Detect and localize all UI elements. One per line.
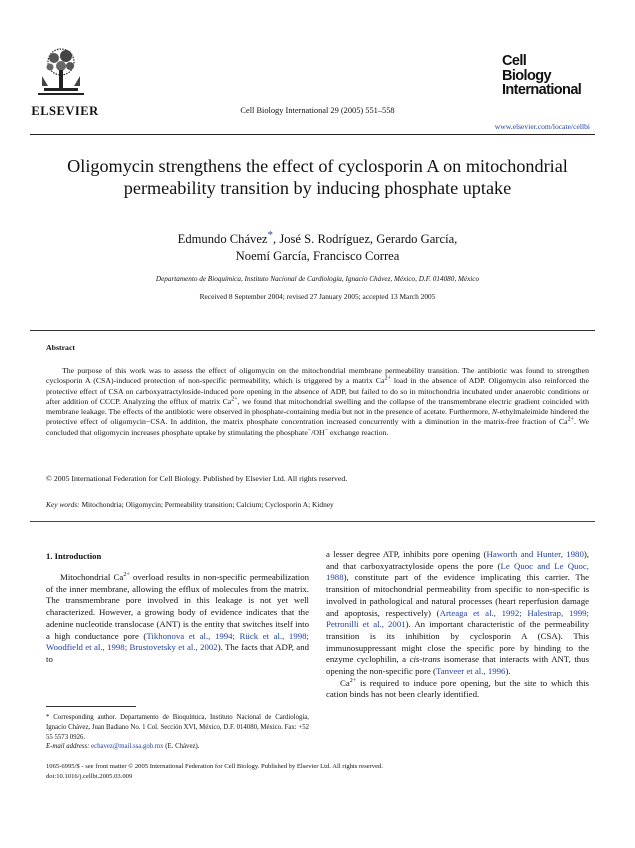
header-divider xyxy=(30,134,595,135)
citation-link[interactable]: Tikhonova et al., 1994; Rück et al., 1998; Woodfield et al., 1998; Brustovetsky et al., 2002 xyxy=(46,630,309,653)
elsevier-tree-logo xyxy=(36,46,86,98)
intro-paragraph-2: $Ca^{2+}$ is required to induce pore opening, but the site to which this cation binds has not been clearly identified. xyxy=(326,677,589,700)
keywords-divider xyxy=(30,521,595,522)
author-list-line-2: Noemí García, Francisco Correa xyxy=(235,249,400,263)
abstract-text: The purpose of this work was to assess the effect of oligomycin on the mitochondrial membrane permeability transition. The antibiotic was found to strengthen cyclosporin A (CSA)-induced protection of non-specific permeability, which is triggered by a matrix $Ca^{2+}$ load in the absence of ADP. Oligomycin also reinforced the protective effect of CSA on carboxyatractyloside-induced pore opening in the absence of ADP, but failed to do so in mitochondria incubated under anaerobic conditions or after addition of CCCP. Analyzing the efflux of matrix $Ca^{2+}$, we found that mitochondrial swelling and the collapse of the transmembrane electric gradient coincided with membrane leakage. The effects of the antibiotic were observed in phosphate-containing media but not in the presence of acetate. Furthermore, N-ethylmaleimide hindered the protective effect of oligomycin−CSA. In addition, the matrix phosphate concentration increased concurrently with a diminution in the matrix-free fraction of $Ca^{2+}$. We concluded that oligomycin increases phosphate uptake by stimulating the phosphate−/OH− exchange reaction. xyxy=(46,366,590,437)
corresponding-asterisk[interactable]: * xyxy=(267,228,274,241)
journal-logo-line-1: Cell xyxy=(502,53,527,69)
author-corresponding[interactable]: Edmundo Chávez xyxy=(177,232,268,246)
keywords xyxy=(46,500,589,509)
front-matter-footer xyxy=(46,762,606,782)
journal-logo xyxy=(502,54,586,98)
abstract-copyright: © 2005 International Federation for Cell Biology. Published by Elsevier Ltd. All rights reserved. xyxy=(46,474,348,483)
author-list-rest: , José S. Rodríguez, Gerardo García, xyxy=(273,232,458,246)
body-column-right xyxy=(326,549,589,701)
issn-line: 1065-6995/$ - see front matter © 2005 International Federation for Cell Biology. Published by Elsevier Ltd. All rights reserved. xyxy=(46,763,383,770)
abstract-divider xyxy=(30,330,595,331)
journal-logo-line-3: International xyxy=(502,82,582,98)
journal-url-link[interactable]: www.elsevier.com/locate/cellbi xyxy=(494,122,590,131)
citation-link[interactable]: Le Quoc and Le Quoc, 1988 xyxy=(326,560,589,583)
citation-link[interactable]: Haworth and Hunter, 1980 xyxy=(486,549,584,559)
journal-reference: Cell Biology International 29 (2005) 551–558 xyxy=(240,106,395,115)
keywords-list: Mitochondria; Oligomycin; Permeability transition; Calcium; Cyclosporin A; Kidney xyxy=(79,500,334,509)
section-heading-introduction: 1. Introduction xyxy=(46,551,102,561)
footnote-divider xyxy=(46,706,136,707)
citation-link[interactable]: Tanveer et al., 1996 xyxy=(435,666,506,677)
body-column-left xyxy=(46,572,309,666)
received-dates: Received 8 September 2004; revised 27 January 2005; accepted 13 March 2005 xyxy=(199,292,436,301)
abstract-heading: Abstract xyxy=(46,343,76,352)
article-title: Oligomycin strengthens the effect of cyclosporin A on mitochondrial permeability transition by inducing phosphate uptake xyxy=(67,156,568,198)
doi-line: doi:10.1016/j.cellbi.2005.03.009 xyxy=(46,772,133,780)
intro-paragraph-1-continued: a lesser degree ATP, inhibits pore opening (Haworth and Hunter, 1980), and that carboxyatractyloside opens the pore (Le Quoc and Le Quoc, 1988), constitute part of the evidence implicating this carrier. The transition of mitochondrial permeability from specific to non-specific is involved in pathological and natural processes (heart reperfusion damage and apoptosis, respectively) (Arteaga et al., 1992; Halestrap, 1999; Petronilli et al., 2001). An important characteristic of the permeability transition is its inhibition by cyclosporin A (CSA). This immunosuppressant might close the specific pore by binding to the enzyme cyclophilin, a cis-trans isomerase that interacts with ANT, thus opening the non-specific pore (Tanveer et al., 1996). xyxy=(326,549,590,677)
corresponding-author-footnote: * Corresponding author. Departamento de Bioquímica, Instituto Nacional de Cardiología, Ignacio Chávez, Juan Badiano No. 1 Col. Sección XVI, México, D.F. 014080, México. Fax: +52 55 5573 0926. E-mail address: echavez@mail.ssa.gob.mx (E. Chávez). xyxy=(46,714,309,751)
affiliation: Departamento de Bioquímica, Instituto Nacional de Cardiología, Ignacio Chávez, México, D.F. 014080, México xyxy=(155,275,480,283)
author-list xyxy=(60,228,575,265)
citation-link[interactable]: Arteaga et al., 1992; Halestrap, 1999; Petronilli et al., 2001 xyxy=(326,607,589,630)
journal-logo-line-2: Biology xyxy=(502,67,551,84)
keywords-label: Key words: xyxy=(46,500,80,509)
email-link[interactable]: echavez@mail.ssa.gob.mx xyxy=(91,743,164,751)
intro-paragraph-1: Mitochondrial $Ca^{2+}$ overload results in non-specific permeabilization of the inner membrane, allowing the efflux of molecules from the matrix. The transmembrane pore involved in this leakage is not yet well characterized. However, a growing body of evidence indicates that the adenine nucleotide translocase (ANT) is the entity that switches itself into a high conductance pore (Tikhonova et al., 1994; Rück et al., 1998; Woodfield et al., 1998; Brustovetsky et al., 2002). The facts that ADP, and to xyxy=(46,572,309,664)
publisher-wordmark: ELSEVIER xyxy=(31,104,99,118)
